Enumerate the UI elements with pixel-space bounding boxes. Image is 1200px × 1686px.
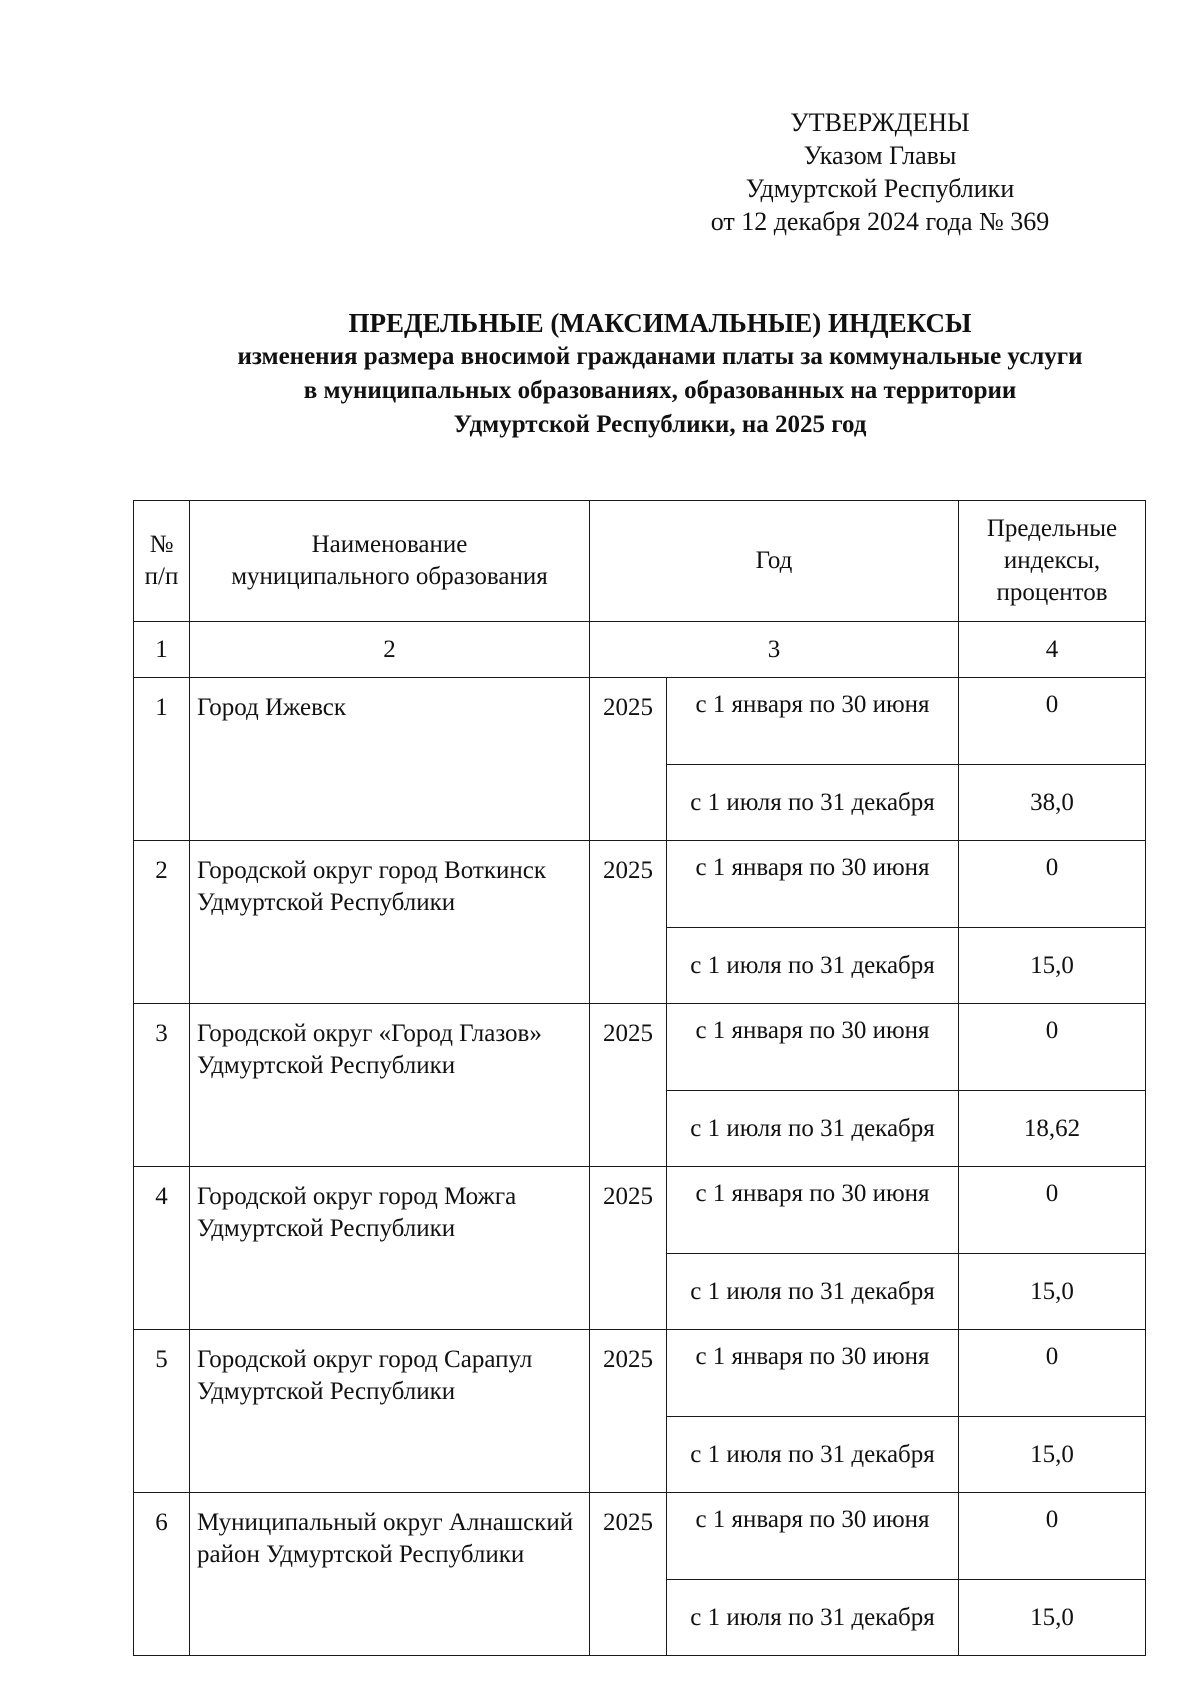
table-row bbox=[134, 678, 1146, 765]
header-name-line-2: муниципального образования bbox=[231, 563, 548, 590]
header-number-line-2: п/п bbox=[144, 563, 179, 590]
index-value-second-half: 15,0 bbox=[959, 1254, 1146, 1330]
approval-stamp bbox=[680, 106, 1080, 238]
header-year: Год bbox=[590, 501, 959, 622]
municipality-name: Городской округ город Сарапул Удмуртской Республики bbox=[190, 1330, 590, 1493]
document-title bbox=[100, 306, 1200, 442]
row-year: 2025 bbox=[590, 841, 667, 1004]
row-number: 6 bbox=[134, 1493, 190, 1656]
column-number: 1 bbox=[134, 622, 190, 678]
row-year: 2025 bbox=[590, 1004, 667, 1167]
period-second-half: с 1 июля по 31 декабря bbox=[667, 1417, 959, 1493]
header-index bbox=[959, 501, 1146, 622]
header-name-line-1: Наименование bbox=[311, 531, 468, 558]
header-index-line-2: индексы, bbox=[1003, 547, 1101, 574]
approval-line-4: от 12 декабря 2024 года № 369 bbox=[710, 207, 1050, 236]
header-number-line-1: № bbox=[149, 531, 174, 558]
period-first-half: с 1 января по 30 июня bbox=[667, 841, 959, 928]
title-sub-1: изменения размера вносимой гражданами платы за коммунальные услуги bbox=[237, 343, 1083, 370]
period-first-half: с 1 января по 30 июня bbox=[667, 1004, 959, 1091]
period-first-half: с 1 января по 30 июня bbox=[667, 678, 959, 765]
period-first-half: с 1 января по 30 июня bbox=[667, 1330, 959, 1417]
table-row bbox=[134, 1330, 1146, 1417]
header-index-line-1: Предельные bbox=[986, 515, 1118, 542]
municipality-name: Городской округ «Город Глазов» Удмуртской Республики bbox=[190, 1004, 590, 1167]
column-number-row bbox=[134, 622, 1146, 678]
column-number: 2 bbox=[190, 622, 590, 678]
index-value-second-half: 15,0 bbox=[959, 1580, 1146, 1656]
approval-line-3: Удмуртской Республики bbox=[745, 174, 1015, 203]
index-value-second-half: 15,0 bbox=[959, 1417, 1146, 1493]
period-second-half: с 1 июля по 31 декабря bbox=[667, 928, 959, 1004]
table-row bbox=[134, 1004, 1146, 1091]
index-value-first-half: 0 bbox=[959, 1167, 1146, 1254]
title-sub-3: Удмуртской Республики, на 2025 год bbox=[453, 411, 867, 438]
municipality-name: Город Ижевск bbox=[190, 678, 590, 841]
row-year: 2025 bbox=[590, 678, 667, 841]
period-second-half: с 1 июля по 31 декабря bbox=[667, 1091, 959, 1167]
table-row bbox=[134, 1167, 1146, 1254]
index-value-first-half: 0 bbox=[959, 678, 1146, 765]
title-sub-2: в муниципальных образованиях, образованных на территории bbox=[303, 377, 1017, 404]
municipality-name: Городской округ город Можга Удмуртской Республики bbox=[190, 1167, 590, 1330]
period-second-half: с 1 июля по 31 декабря bbox=[667, 1580, 959, 1656]
index-value-second-half: 15,0 bbox=[959, 928, 1146, 1004]
row-year: 2025 bbox=[590, 1493, 667, 1656]
column-number: 4 bbox=[959, 622, 1146, 678]
table-header-row bbox=[134, 501, 1146, 622]
header-number bbox=[134, 501, 190, 622]
approval-line-2: Указом Главы bbox=[803, 141, 957, 170]
indices-table bbox=[133, 500, 1146, 1656]
row-number: 3 bbox=[134, 1004, 190, 1167]
column-number: 3 bbox=[590, 622, 959, 678]
row-year: 2025 bbox=[590, 1167, 667, 1330]
title-main: ПРЕДЕЛЬНЫЕ (МАКСИМАЛЬНЫЕ) ИНДЕКСЫ bbox=[348, 308, 972, 338]
period-first-half: с 1 января по 30 июня bbox=[667, 1167, 959, 1254]
municipality-name: Городской округ город Воткинск Удмуртской Республики bbox=[190, 841, 590, 1004]
approval-line-1: УТВЕРЖДЕНЫ bbox=[790, 108, 970, 137]
row-year: 2025 bbox=[590, 1330, 667, 1493]
municipality-name: Муниципальный округ Алнашский район Удмуртской Республики bbox=[190, 1493, 590, 1656]
row-number: 4 bbox=[134, 1167, 190, 1330]
header-name bbox=[190, 501, 590, 622]
table-row bbox=[134, 1493, 1146, 1580]
index-value-first-half: 0 bbox=[959, 1330, 1146, 1417]
index-value-second-half: 38,0 bbox=[959, 765, 1146, 841]
period-second-half: с 1 июля по 31 декабря bbox=[667, 765, 959, 841]
index-value-second-half: 18,62 bbox=[959, 1091, 1146, 1167]
row-number: 2 bbox=[134, 841, 190, 1004]
index-value-first-half: 0 bbox=[959, 1493, 1146, 1580]
period-first-half: с 1 января по 30 июня bbox=[667, 1493, 959, 1580]
table-row bbox=[134, 841, 1146, 928]
row-number: 1 bbox=[134, 678, 190, 841]
header-index-line-3: процентов bbox=[996, 579, 1108, 606]
period-second-half: с 1 июля по 31 декабря bbox=[667, 1254, 959, 1330]
row-number: 5 bbox=[134, 1330, 190, 1493]
index-value-first-half: 0 bbox=[959, 841, 1146, 928]
index-value-first-half: 0 bbox=[959, 1004, 1146, 1091]
